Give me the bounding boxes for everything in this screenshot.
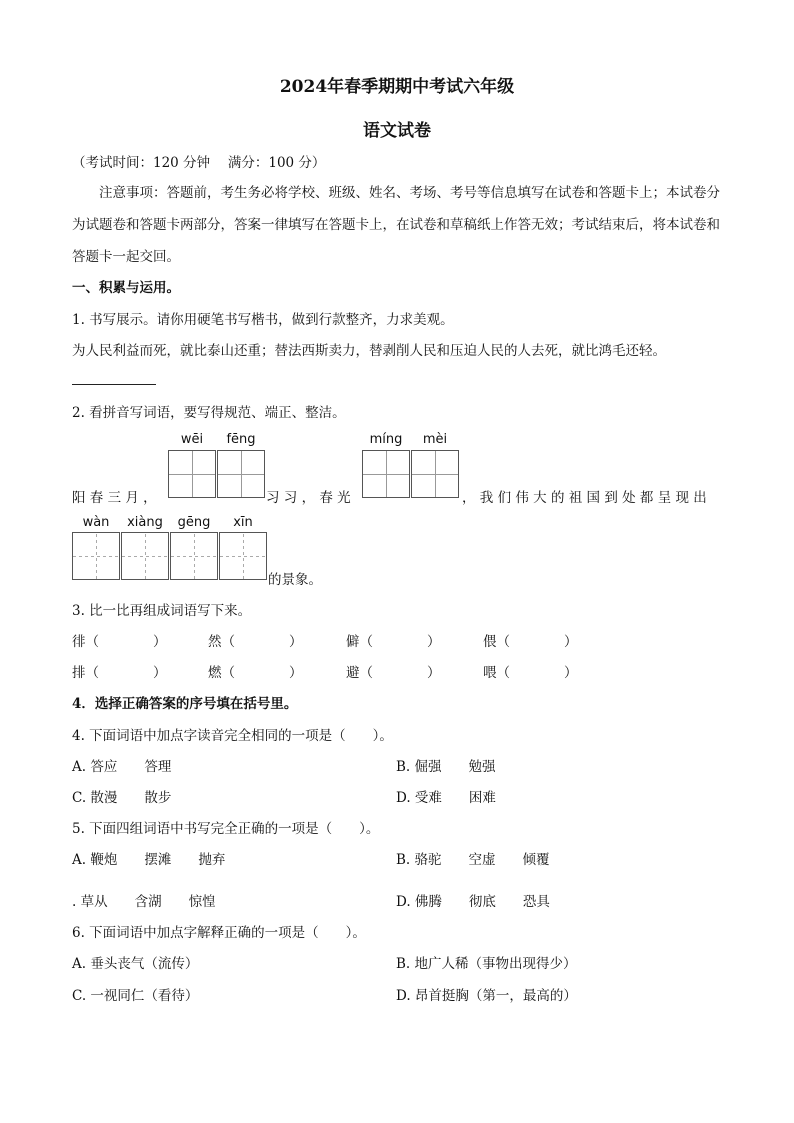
q3-item[interactable]: 徘（ ） [72, 634, 167, 650]
char-box[interactable] [411, 450, 459, 498]
pinyin-wei: wēi [180, 432, 204, 447]
q4-option-c[interactable]: C. 散漫 散步 [72, 790, 172, 806]
pinyin-xiang: xiàng [127, 515, 163, 530]
q3-item[interactable]: 偎（ ） [483, 634, 578, 650]
char-box[interactable] [72, 532, 120, 580]
q5-option-d[interactable]: D. 佛腾 彻底 恐具 [396, 894, 550, 910]
q4-prompt: 4. 下面词语中加点字读音完全相同的一项是（ ）。 [72, 728, 393, 744]
q3-item[interactable]: 然（ ） [208, 634, 303, 650]
pinyin-ming: míng [369, 432, 403, 447]
q3-item[interactable]: 喂（ ） [483, 665, 578, 681]
q4-option-b[interactable]: B. 倔强 勉强 [396, 759, 496, 775]
pinyin-mei: mèi [422, 432, 448, 447]
q6-option-c[interactable]: C. 一视同仁（看待） [72, 988, 199, 1004]
q2-text-d: 的景象。 [268, 572, 322, 588]
q2-text-c: ， 我 们 伟 大 的 祖 国 到 处 都 呈 现 出 [462, 490, 707, 506]
q3-item[interactable]: 排（ ） [72, 665, 167, 681]
char-box[interactable] [170, 532, 218, 580]
q6-option-b[interactable]: B. 地广人稀（事物出现得少） [396, 956, 577, 972]
q6-prompt: 6. 下面词语中加点字解释正确的一项是（ ）。 [72, 925, 366, 941]
pinyin-geng: gēng [177, 515, 211, 530]
pinyin-wan: wàn [82, 515, 110, 530]
section-heading-1: 一、积累与运用。 [72, 280, 180, 296]
q1-answer-line[interactable] [72, 384, 156, 385]
exam-info: （考试时间：120 分钟 满分：100 分） [72, 155, 326, 171]
q6-option-a[interactable]: A. 垂头丧气（流传） [72, 956, 199, 972]
q4-option-d[interactable]: D. 受难 困难 [396, 790, 496, 806]
exam-notice: 注意事项：答题前，考生务必将学校、班级、姓名、考场、考号等信息填写在试卷和答题卡上；本试卷分为试题卷和答题卡两部分，答案一律填写在答题卡上，在试卷和草稿纸上作答无效；考试结束后，将本试卷和答题卡一起交回。 [72, 185, 720, 265]
char-box[interactable] [362, 450, 410, 498]
char-box[interactable] [217, 450, 265, 498]
section-heading-4: 4．选择正确答案的序号填在括号里。 [72, 696, 298, 712]
pinyin-feng: fēng [226, 432, 256, 447]
q4-option-a[interactable]: A. 答应 答理 [72, 759, 172, 775]
q3-item[interactable]: 僻（ ） [346, 634, 441, 650]
exam-title: 2024年春季期期中考试六年级 [279, 77, 515, 97]
q5-option-a[interactable]: A. 鞭炮 摆滩 抛弃 [72, 852, 226, 868]
q5-option-c[interactable]: . 草从 含湖 惊惶 [72, 894, 216, 910]
q2-text-b: 习 习 ， 春 光 [266, 490, 351, 506]
pinyin-xin: xīn [233, 515, 253, 530]
q5-prompt: 5. 下面四组词语中书写完全正确的一项是（ ）。 [72, 821, 380, 837]
char-box[interactable] [219, 532, 267, 580]
q3-prompt: 3. 比一比再组成词语写下来。 [72, 603, 252, 619]
char-box[interactable] [168, 450, 216, 498]
q5-option-b[interactable]: B. 骆驼 空虚 倾覆 [396, 852, 550, 868]
q3-item[interactable]: 避（ ） [346, 665, 441, 681]
q1-text: 为人民利益而死，就比泰山还重；替法西斯卖力，替剥削人民和压迫人民的人去死，就比鸿毛还轻。 [72, 343, 666, 359]
q3-item[interactable]: 燃（ ） [208, 665, 303, 681]
q2-prompt: 2. 看拼音写词语，要写得规范、端正、整洁。 [72, 405, 346, 421]
q1-prompt: 1. 书写展示。请你用硬笔书写楷书，做到行款整齐，力求美观。 [72, 312, 454, 328]
exam-subtitle: 语文试卷 [363, 121, 431, 141]
char-box[interactable] [121, 532, 169, 580]
q2-text-a: 阳 春 三 月 ， [72, 490, 157, 506]
q6-option-d[interactable]: D. 昂首挺胸（第一，最高的） [396, 988, 577, 1004]
